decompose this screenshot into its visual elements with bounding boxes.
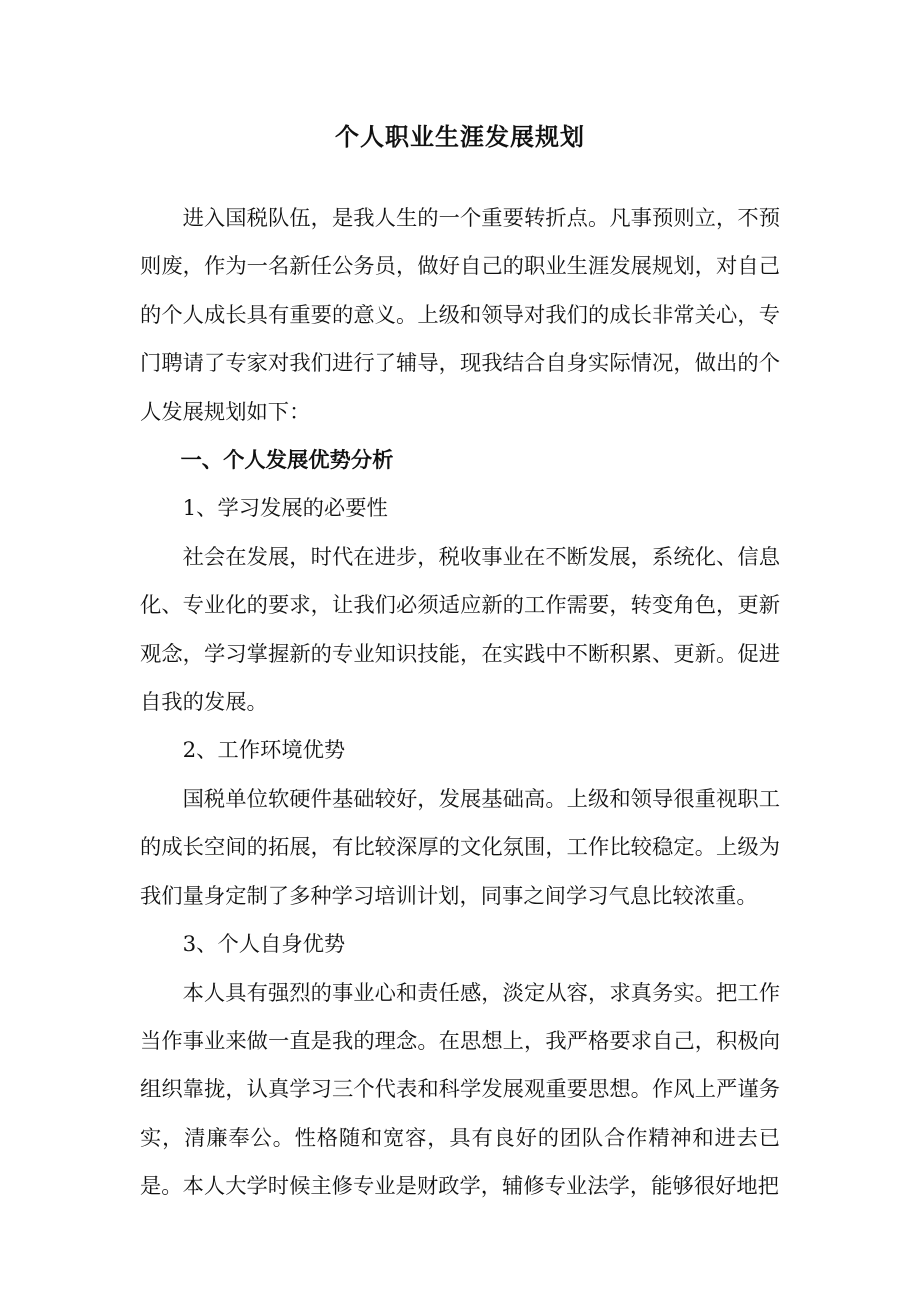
- section-heading-advantages: 一、个人发展优势分析: [180, 448, 394, 474]
- intro-paragraph: 进入国税队伍，是我人生的一个重要转折点。凡事预则立，不预则废，作为一名新任公务员，做好自己的职业生涯发展规划，对自己的个人成长具有重要的意义。上级和领导对我们的成长非常关心，专门聘请了专家对我们进行了辅导，现我结合自身实际情况，做出的个人发展规划如下：: [140, 206, 780, 425]
- subheading-work-environment: 2、工作环境优势: [182, 738, 346, 764]
- personal-advantages-paragraph: 本人具有强烈的事业心和责任感，淡定从容，求真务实。把工作当作事业来做一直是我的理念。在思想上，我严格要求自己，积极向组织靠拢，认真学习三个代表和科学发展观重要思想。作风上严谨务实，清廉奉公。性格随和宽容，具有良好的团队合作精神和进去已是。本人大学时候主修专业是财政学，辅修专业法学，能够很好地把: [140, 980, 780, 1200]
- work-environment-paragraph: 国税单位软硬件基础较好，发展基础高。上级和领导很重视职工的成长空间的拓展，有比较深厚的文化氛围，工作比较稳定。上级为我们量身定制了多种学习培训计划，同事之间学习气息比较浓重。: [140, 786, 780, 909]
- subheading-learning-necessity: 1、学习发展的必要性: [182, 496, 388, 522]
- document-title: 个人职业生涯发展规划: [335, 122, 585, 151]
- subheading-personal-advantages: 3、个人自身优势: [182, 932, 346, 958]
- learning-necessity-paragraph: 社会在发展，时代在进步，税收事业在不断发展，系统化、信息化、专业化的要求，让我们必须适应新的工作需要，转变角色，更新观念，学习掌握新的专业知识技能，在实践中不断积累、更新。促进自我的发展。: [140, 544, 780, 716]
- document-page: [140, 120, 780, 1212]
